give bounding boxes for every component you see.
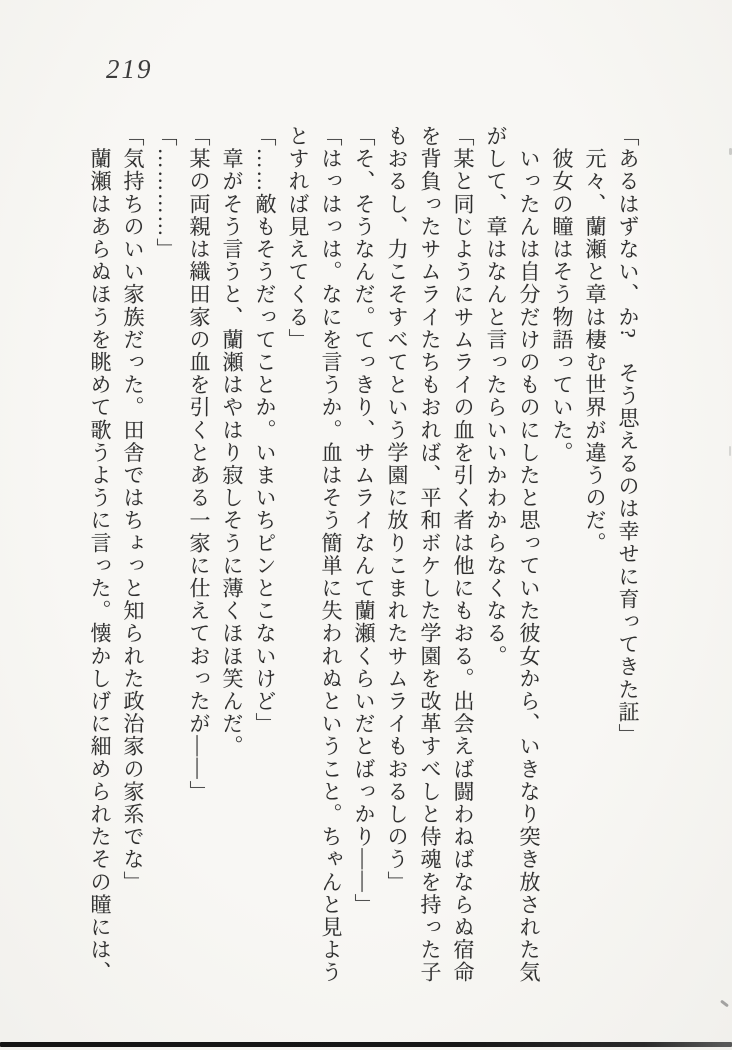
text-column: 元々、蘭瀬と章は棲む世界が違うのだ。 bbox=[583, 125, 607, 555]
text-column: 「某と同じようにサムライの血を引く者は他にもおる。出会えば闘わねばならぬ宿命 bbox=[451, 125, 475, 984]
text-block bbox=[83, 125, 644, 1000]
page-number: 219 bbox=[106, 54, 153, 84]
text-column: がして、章はなんと言ったらいいかわからなくなる。 bbox=[484, 125, 508, 668]
scan-artifact-speck bbox=[720, 1000, 729, 1008]
scan-artifact-bottom-line bbox=[0, 1042, 732, 1047]
text-column: 蘭瀬はあらぬほうを眺めて歌うように言った。懐かしげに細められたその瞳には、 bbox=[88, 125, 112, 984]
text-column: 章がそう言うと、蘭瀬はやはり寂しそうに薄くほほ笑んだ。 bbox=[220, 125, 244, 758]
text-column: を背負ったサムライたちもおれば、平和ボケした学園を改革すべしと侍魂を持った子 bbox=[418, 125, 442, 984]
text-column: 「…………」 bbox=[154, 125, 178, 261]
text-column: 「某の両親は織田家の血を引くとある一家に仕えておったが――」 bbox=[187, 125, 211, 803]
text-column: 「気持ちのいい家族だった。田舎ではちょっと知られた政治家の家系でな」 bbox=[121, 125, 145, 894]
text-column: 「あるはずない、か? そう思えるのは幸せに育ってきた証」 bbox=[616, 125, 640, 747]
text-column: 「そ、そうなんだ。てっきり、サムライなんて蘭瀬くらいだとばっかり――」 bbox=[352, 125, 376, 916]
text-column: もおるし、力こそすべてという学園に放りこまれたサムライもおるしのう」 bbox=[385, 125, 409, 894]
text-column: 「はっはっは。なにを言うか。血はそう簡単に失われぬということ。ちゃんと見よう bbox=[319, 125, 343, 984]
text-column: いったんは自分だけのものにしたと思っていた彼女から、いきなり突き放された気 bbox=[517, 125, 541, 984]
scan-artifact-speck bbox=[729, 446, 731, 456]
text-column: 「……敵もそうだってことか。いまいちピンとこないけど」 bbox=[253, 125, 277, 736]
text-column: とすれば見えてくる」 bbox=[286, 125, 310, 351]
text-column: 彼女の瞳はそう物語っていた。 bbox=[550, 125, 574, 464]
